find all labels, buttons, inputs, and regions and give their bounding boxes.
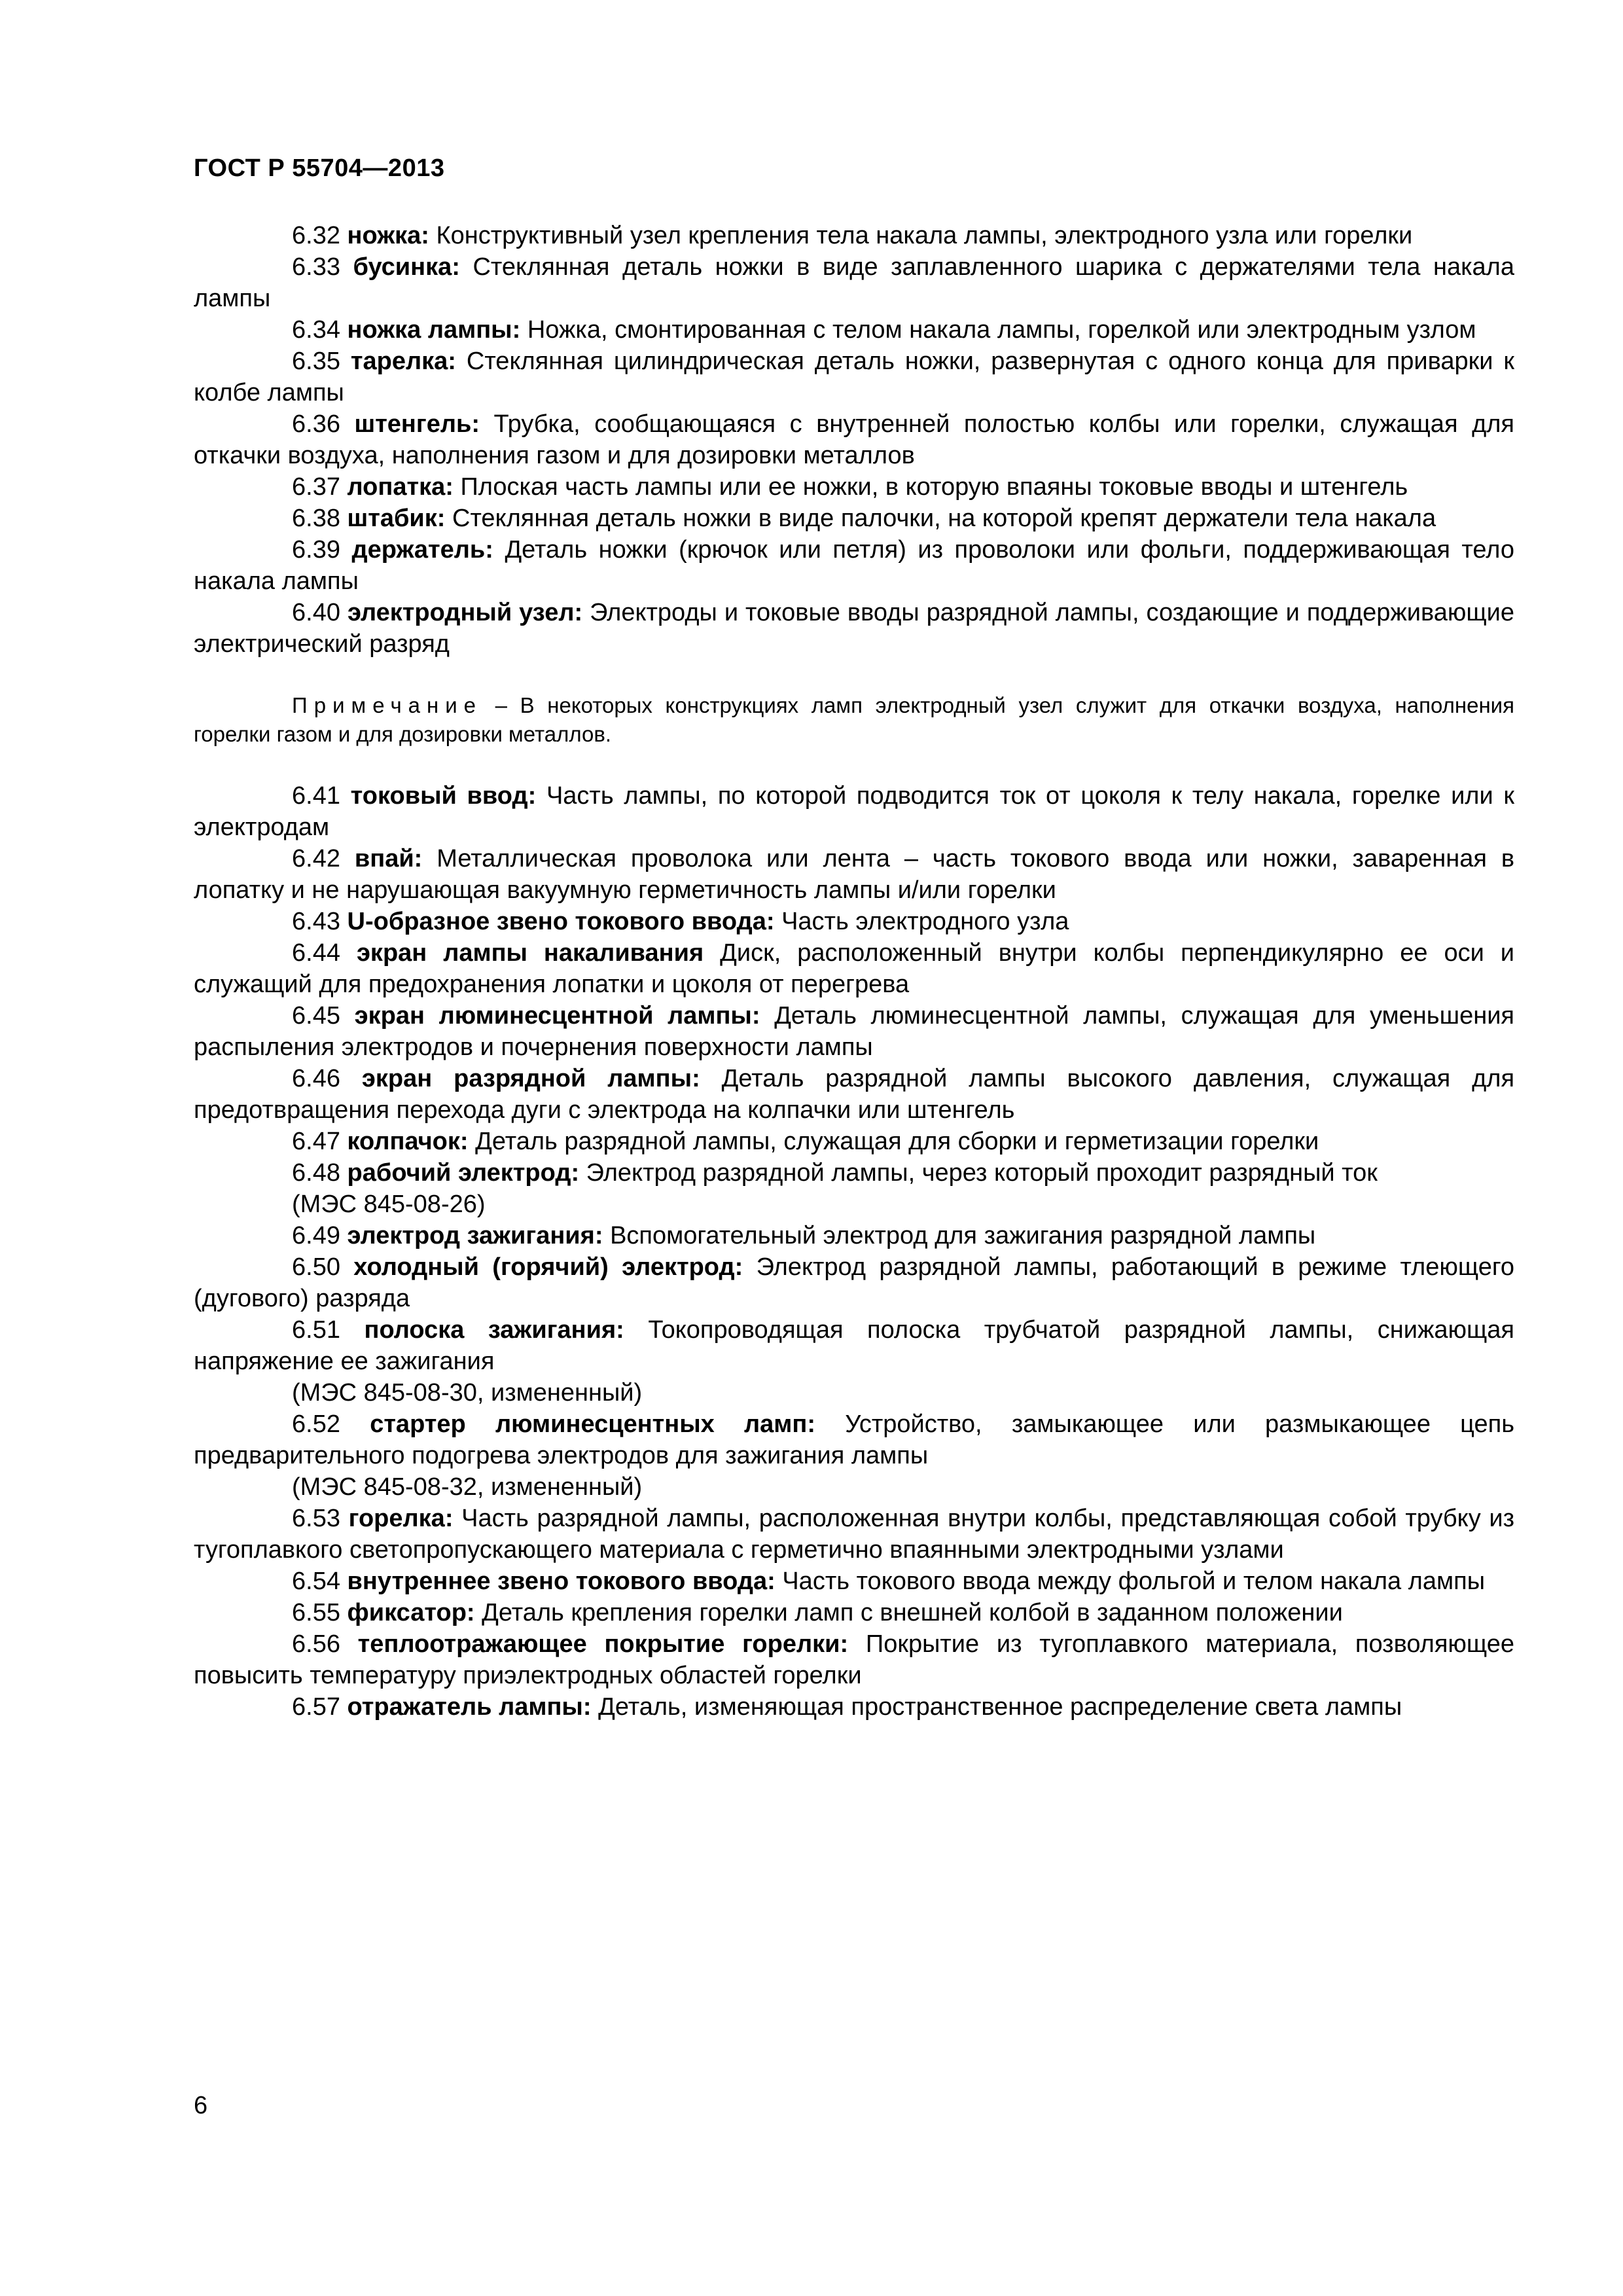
term-number: 6.34	[292, 316, 340, 344]
term-definition: Стеклянная деталь ножки в виде заплавленного шарика с держателями тела накала лампы	[194, 253, 1514, 312]
term-definition: Деталь разрядной лампы, служащая для сборки и герметизации горелки	[475, 1128, 1319, 1155]
term-definition: Электроды и токовые вводы разрядной лампы, создающие и поддерживающие электрический разряд	[194, 599, 1515, 658]
terms-list-before-note	[194, 220, 1514, 660]
term-definition: Трубка, сообщающаяся с внутренней полостью колбы или горелки, служащая для откачки воздуха, наполнения газом и для дозировки металлов	[194, 410, 1514, 469]
term-entry	[194, 1597, 1514, 1628]
term-number: 6.33	[292, 253, 340, 281]
term-number: 6.48	[292, 1159, 340, 1187]
term-entry	[194, 471, 1514, 503]
page-header: ГОСТ Р 55704—2013	[194, 154, 445, 182]
term-entry	[194, 1566, 1514, 1597]
term-number: 6.39	[292, 536, 340, 564]
term-entry	[194, 503, 1514, 534]
term-entry	[194, 1220, 1514, 1251]
term-definition: Электрод разрядной лампы, работающий в режиме тлеющего (дугового) разряда	[194, 1253, 1514, 1312]
term-entry	[194, 1000, 1514, 1063]
term-number: 6.36	[292, 410, 340, 438]
term-source: (МЭС 845-08-32, измененный)	[292, 1473, 643, 1501]
terms-list-after-note	[194, 780, 1514, 1723]
term-name: тарелка:	[350, 348, 456, 375]
term-entry	[194, 346, 1514, 408]
term-definition: Устройство, замыкающее или размыкающее цепь предварительного подогрева электродов для зажигания лампы	[194, 1410, 1515, 1469]
term-definition: Часть электродного узла	[781, 908, 1069, 935]
term-number: 6.38	[292, 505, 340, 532]
term-number: 6.44	[292, 939, 340, 967]
term-number: 6.57	[292, 1693, 340, 1721]
term-definition: Металлическая проволока или лента – часть токового ввода или ножки, заваренная в лопатку и не нарушающая вакуумную герметичность лампы и/или горелки	[194, 845, 1515, 904]
term-definition: Деталь люминесцентной лампы, служащая для уменьшения распыления электродов и почернения поверхности лампы	[194, 1002, 1514, 1061]
term-definition: Часть разрядной лампы, расположенная внутри колбы, представляющая собой трубку из тугоплавкого светопропускающего материала с герметично впаянными электродными узлами	[194, 1505, 1515, 1564]
term-name: внутреннее звено токового ввода:	[347, 1568, 776, 1595]
terms-section	[194, 220, 1514, 1723]
term-number: 6.52	[292, 1410, 340, 1438]
term-name: ножка лампы:	[347, 316, 521, 344]
term-number: 6.55	[292, 1599, 340, 1626]
term-entry	[194, 1314, 1514, 1408]
term-name: штенгель:	[354, 410, 480, 438]
term-definition: Конструктивный узел крепления тела накала лампы, электродного узла или горелки	[436, 222, 1413, 249]
term-name: впай:	[354, 845, 423, 872]
term-definition: Часть токового ввода между фольгой и телом накала лампы	[782, 1568, 1486, 1595]
term-entry	[194, 1063, 1514, 1126]
term-name: рабочий электрод:	[347, 1159, 580, 1187]
term-entry	[194, 843, 1514, 906]
term-number: 6.56	[292, 1630, 340, 1658]
term-name: экран люминесцентной лампы:	[354, 1002, 760, 1030]
term-entry	[194, 937, 1514, 1000]
term-name: фиксатор:	[347, 1599, 475, 1626]
note-text: – В некоторых конструкциях ламп электродный узел служит для откачки воздуха, наполнения горелки газом и для дозировки металлов.	[194, 693, 1514, 746]
term-entry	[194, 780, 1514, 843]
term-definition: Стеклянная деталь ножки в виде палочки, на которой крепят держатели тела накала	[452, 505, 1436, 532]
term-name: штабик:	[347, 505, 446, 532]
term-name: полоска зажигания:	[364, 1316, 624, 1344]
term-definition: Вспомогательный электрод для зажигания разрядной лампы	[610, 1222, 1316, 1249]
term-number: 6.53	[292, 1505, 340, 1532]
term-name: бусинка:	[353, 253, 460, 281]
term-definition: Ножка, смонтированная с телом накала лампы, горелкой или электродным узлом	[527, 316, 1476, 344]
term-name: держатель:	[351, 536, 493, 564]
term-name: холодный (горячий) электрод:	[353, 1253, 743, 1281]
term-name: электрод зажигания:	[347, 1222, 603, 1249]
term-definition: Часть лампы, по которой подводится ток от цоколя к телу накала, горелке или к электродам	[194, 782, 1515, 841]
term-definition: Плоская часть лампы или ее ножки, в которую впаяны токовые вводы и штенгель	[460, 473, 1408, 501]
term-entry	[194, 408, 1514, 471]
term-entry	[194, 314, 1514, 346]
term-name: теплоотражающее покрытие горелки:	[357, 1630, 849, 1658]
term-name: ножка:	[347, 222, 429, 249]
term-number: 6.45	[292, 1002, 340, 1030]
term-entry	[194, 251, 1514, 314]
term-name: экран разрядной лампы:	[361, 1065, 700, 1092]
term-number: 6.54	[292, 1568, 340, 1595]
term-name: токовый ввод:	[350, 782, 537, 810]
term-definition: Деталь разрядной лампы высокого давления, служащая для предотвращения перехода дуги с электрода на колпачки или штенгель	[194, 1065, 1515, 1124]
term-name: отражатель лампы:	[347, 1693, 592, 1721]
term-entry	[194, 220, 1514, 251]
note	[194, 691, 1514, 749]
term-source: (МЭС 845-08-26)	[292, 1191, 486, 1218]
term-definition: Покрытие из тугоплавкого материала, позволяющее повысить температуру приэлектродных областей горелки	[194, 1630, 1515, 1689]
term-entry	[194, 1126, 1514, 1157]
term-entry	[194, 1503, 1514, 1566]
term-entry	[194, 534, 1514, 597]
term-definition: Деталь, изменяющая пространственное распределение света лампы	[598, 1693, 1402, 1721]
term-entry	[194, 906, 1514, 937]
term-number: 6.43	[292, 908, 340, 935]
term-name: U-образное звено токового ввода:	[347, 908, 775, 935]
term-name: горелка:	[348, 1505, 454, 1532]
page-number: 6	[194, 2092, 208, 2119]
term-source: (МЭС 845-08-30, измененный)	[292, 1379, 643, 1407]
term-number: 6.46	[292, 1065, 340, 1092]
term-number: 6.50	[292, 1253, 340, 1281]
term-entry	[194, 1251, 1514, 1314]
term-definition: Диск, расположенный внутри колбы перпендикулярно ее оси и служащий для предохранения лопатки и цоколя от перегрева	[194, 939, 1515, 998]
term-number: 6.40	[292, 599, 340, 626]
term-entry	[194, 1628, 1514, 1691]
term-definition: Деталь крепления горелки ламп с внешней колбой в заданном положении	[482, 1599, 1343, 1626]
term-entry	[194, 597, 1514, 660]
term-name: лопатка:	[347, 473, 454, 501]
term-name: стартер люминесцентных ламп:	[370, 1410, 816, 1438]
term-definition: Стеклянная цилиндрическая деталь ножки, развернутая с одного конца для приварки к колбе лампы	[194, 348, 1514, 406]
term-name: экран лампы накаливания	[356, 939, 704, 967]
term-entry	[194, 1691, 1514, 1723]
term-name: электродный узел:	[347, 599, 583, 626]
term-definition: Токопроводящая полоска трубчатой разрядной лампы, снижающая напряжение ее зажигания	[194, 1316, 1515, 1375]
term-number: 6.32	[292, 222, 340, 249]
term-definition: Электрод разрядной лампы, через который проходит разрядный ток	[586, 1159, 1378, 1187]
term-name: колпачок:	[347, 1128, 469, 1155]
term-entry	[194, 1408, 1514, 1503]
term-number: 6.37	[292, 473, 340, 501]
term-number: 6.42	[292, 845, 340, 872]
term-number: 6.51	[292, 1316, 340, 1344]
term-entry	[194, 1157, 1514, 1220]
term-definition: Деталь ножки (крючок или петля) из проволоки или фольги, поддерживающая тело накала лампы	[194, 536, 1515, 595]
note-label: Примечание	[292, 693, 483, 717]
term-number: 6.49	[292, 1222, 340, 1249]
term-number: 6.47	[292, 1128, 340, 1155]
term-number: 6.35	[292, 348, 340, 375]
term-number: 6.41	[292, 782, 340, 810]
